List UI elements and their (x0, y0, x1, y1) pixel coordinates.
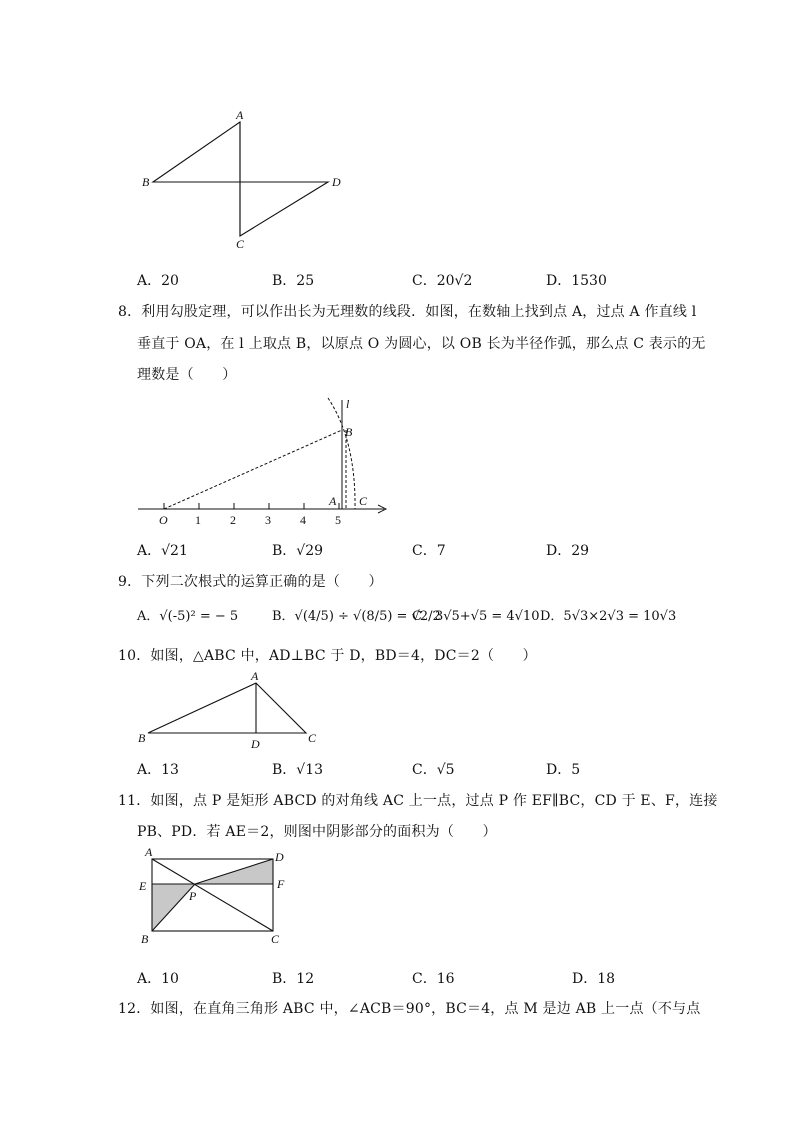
label-c: C (236, 237, 245, 251)
q10-option-a[interactable]: A．13 (137, 762, 179, 778)
q7-option-a[interactable]: A．20 (137, 273, 179, 289)
q12-stem: 12．如图，在直角三角形 ABC 中，∠ACB＝90°，BC＝4，点 M 是边 AB 上一点（不与点 (118, 1001, 701, 1017)
q8-stem-line-2: 垂直于 OA，在 l 上取点 B，以原点 O 为圆心，以 OB 长为半径作弧，那么点 C 表示的无 (137, 336, 706, 352)
q8-option-a[interactable]: A．√21 (137, 543, 188, 559)
q8-stem-line-1: 8．利用勾股定理，可以作出长为无理数的线段．如图，在数轴上找到点 A，过点 A 作直线 l (118, 304, 697, 320)
q11-stem-line-2: PB、PD．若 AE＝2，则图中阴影部分的面积为（ ） (137, 824, 497, 840)
q7-option-c[interactable]: C．20√2 (412, 273, 473, 289)
label-a: A (251, 669, 259, 683)
q9-option-a[interactable]: A．√(-5)² = − 5 (137, 609, 239, 624)
tick-label-5: 5 (335, 513, 341, 527)
label-c: C (359, 494, 368, 508)
q10-option-b[interactable]: B．√13 (272, 762, 324, 778)
label-b: B (138, 731, 146, 745)
label-d: D (332, 175, 341, 189)
q7-option-b[interactable]: B．25 (272, 273, 315, 289)
q11-option-c[interactable]: C．16 (412, 971, 455, 987)
tick-label-2: 2 (230, 513, 236, 527)
label-c: C (308, 731, 317, 745)
label-a: A (329, 494, 337, 508)
label-b: B (345, 425, 353, 439)
q8-option-b[interactable]: B．√29 (272, 543, 324, 559)
q9-stem: 9．下列二次根式的运算正确的是（ ） (118, 574, 383, 590)
label-o: O (159, 513, 168, 527)
q8-option-c[interactable]: C．7 (412, 543, 446, 559)
label-d: D (275, 850, 284, 864)
label-b: B (142, 175, 150, 189)
tick-label-1: 1 (195, 513, 201, 527)
label-b: B (141, 932, 149, 946)
q10-option-d[interactable]: D．5 (546, 762, 581, 778)
tick-label-4: 4 (300, 513, 306, 527)
label-a: A (145, 845, 153, 859)
q10-option-c[interactable]: C．√5 (412, 762, 455, 778)
label-p: P (189, 889, 197, 903)
label-e: E (139, 879, 147, 893)
label-a: A (236, 108, 244, 122)
q10-stem: 10．如图，△ABC 中，AD⊥BC 于 D，BD＝4，DC＝2（ ） (118, 648, 537, 664)
q11-option-b[interactable]: B．12 (272, 971, 315, 987)
q11-option-d[interactable]: D．18 (572, 971, 616, 987)
q8-option-d[interactable]: D．29 (546, 543, 590, 559)
label-d: D (251, 737, 260, 751)
q8-stem-line-3: 理数是（ ） (137, 367, 237, 383)
label-c: C (271, 932, 280, 946)
q11-stem-line-1: 11．如图，点 P 是矩形 ABCD 的对角线 AC 上一点，过点 P 作 EF∥BC，CD 于 E、F，连接 (118, 793, 718, 809)
q9-option-d[interactable]: D．5√3×2√3 = 10√3 (540, 609, 677, 624)
q7-option-d[interactable]: D．1530 (546, 273, 607, 289)
q11-option-a[interactable]: A．10 (137, 971, 179, 987)
label-f: F (277, 877, 285, 891)
q9-option-b[interactable]: B．√(4/5) ÷ √(8/5) = √2/2 (272, 609, 441, 624)
label-l: l (346, 397, 350, 411)
tick-label-3: 3 (265, 513, 271, 527)
q9-option-c[interactable]: C．3√5+√5 = 4√10 (412, 609, 540, 624)
